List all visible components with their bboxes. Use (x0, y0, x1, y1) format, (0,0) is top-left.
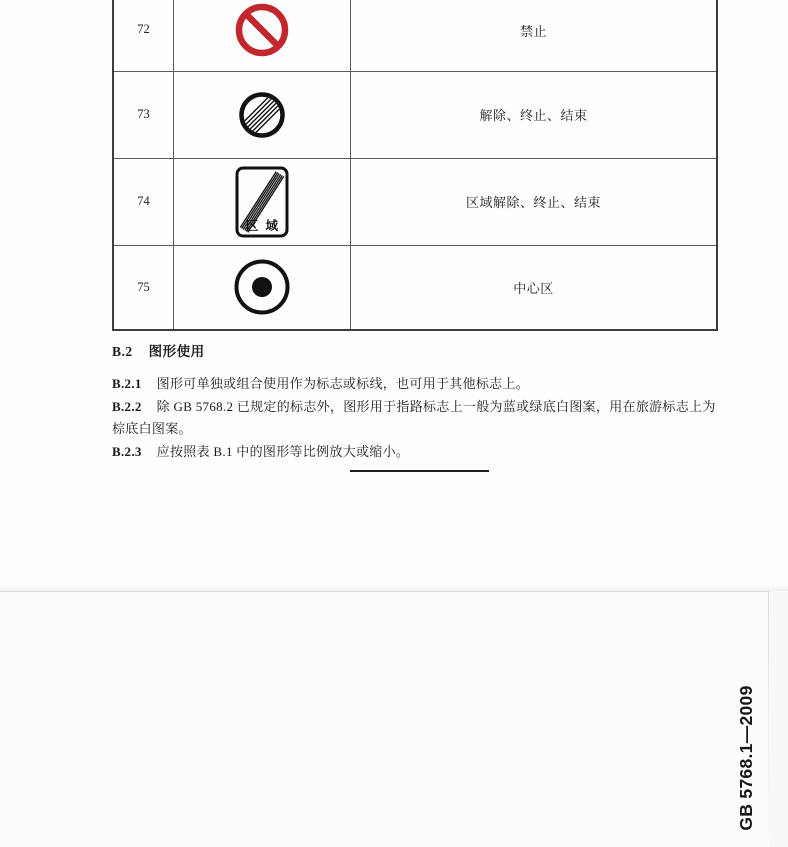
section-b2 (112, 344, 728, 463)
clause-label: B.2.3 (112, 443, 142, 459)
standard-number: GB 5768.1—2009 (736, 685, 756, 831)
clause-b23 (112, 441, 728, 464)
section-heading (112, 344, 728, 360)
clause-text: 除 GB 5768.2 已规定的标志外，图形用于指路标志上一般为蓝或绿底白图案，用在旅游标志上为棕底白图案。 (112, 398, 716, 436)
row-description: 区域解除、终止、结束 (465, 195, 601, 211)
row-description: 中心区 (513, 280, 554, 296)
center-zone-icon (233, 258, 291, 316)
clause-label: B.2.1 (112, 376, 142, 391)
row-number: 73 (114, 72, 174, 158)
table-row (114, 245, 716, 329)
symbol-cell (174, 72, 351, 158)
zone-derestriction-icon (235, 166, 289, 238)
row-number: 72 (114, 0, 174, 71)
table-row (114, 0, 716, 71)
section-heading-label: B.2 (112, 344, 133, 359)
row-number: 75 (114, 246, 174, 329)
symbol-cell (174, 0, 351, 71)
symbol-cell (174, 246, 351, 329)
symbol-table (112, 0, 718, 331)
section-heading-title: 图形使用 (148, 344, 205, 359)
row-description: 解除、终止、结束 (479, 108, 588, 124)
clause-text: 应按照表 B.1 中的图形等比例放大或缩小。 (156, 443, 410, 459)
symbol-cell (174, 159, 351, 244)
clause-b22 (112, 396, 728, 441)
clause-label: B.2.2 (112, 398, 142, 414)
page-corner-region (769, 591, 788, 847)
row-number: 74 (114, 159, 174, 244)
next-page-edge (0, 591, 788, 847)
clause-text: 图形可单独或组合使用作为标志或标线，也可用于其他标志上。 (156, 376, 530, 391)
clause-b21 (112, 373, 728, 396)
prohibition-icon (235, 3, 289, 57)
zone-plate-label: 区 域 (245, 218, 281, 233)
derestriction-icon (239, 92, 285, 138)
table-row (114, 71, 716, 158)
page-corner-line (768, 591, 769, 847)
end-of-document-rule (350, 470, 489, 472)
row-description: 禁止 (519, 24, 547, 39)
table-row (114, 158, 716, 244)
